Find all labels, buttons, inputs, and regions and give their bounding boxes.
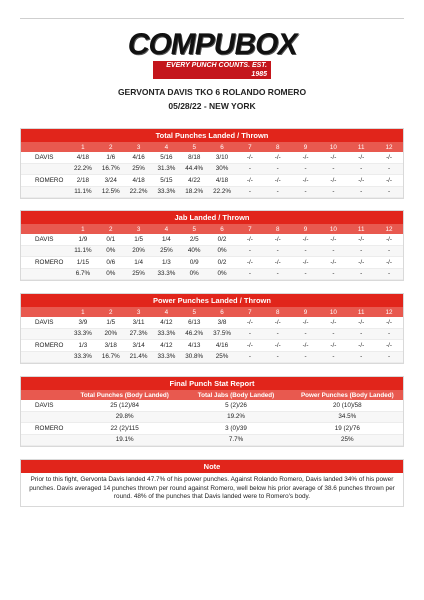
round-header: 12 bbox=[375, 307, 403, 317]
fighter-name: ROMERO bbox=[21, 257, 69, 269]
round-header: 7 bbox=[236, 307, 264, 317]
final-header-jabs: Total Jabs (Body Landed) bbox=[180, 390, 291, 400]
round-header: 11 bbox=[347, 142, 375, 152]
stat-cell: 1/5 bbox=[97, 317, 125, 328]
pct-cell: - bbox=[236, 186, 264, 198]
empty-cell bbox=[21, 434, 69, 446]
stat-cell: -/- bbox=[375, 340, 403, 352]
pct-cell: - bbox=[292, 328, 320, 340]
pct-cell: 21.4% bbox=[125, 351, 153, 363]
pct-cell: 20% bbox=[97, 328, 125, 340]
top-rule bbox=[20, 18, 404, 19]
final-header-power: Power Punches (Body Landed) bbox=[292, 390, 403, 400]
pct-cell: 33.3% bbox=[152, 351, 180, 363]
pct-cell: - bbox=[319, 268, 347, 280]
stat-cell: 1/4 bbox=[125, 257, 153, 269]
stat-cell: 1/15 bbox=[69, 257, 97, 269]
stat-cell: -/- bbox=[236, 257, 264, 269]
stat-cell: 1/4 bbox=[152, 234, 180, 245]
stat-cell: -/- bbox=[375, 257, 403, 269]
percent-row-romero bbox=[21, 186, 403, 198]
fighter-name: DAVIS bbox=[21, 234, 69, 245]
pct-cell: 27.3% bbox=[125, 328, 153, 340]
pct-cell: - bbox=[264, 245, 292, 257]
round-header: 3 bbox=[125, 307, 153, 317]
round-header: 6 bbox=[208, 142, 236, 152]
stat-cell: -/- bbox=[264, 175, 292, 187]
stat-cell: -/- bbox=[347, 340, 375, 352]
stat-cell: -/- bbox=[264, 340, 292, 352]
round-header: 1 bbox=[69, 307, 97, 317]
stat-cell: 4/16 bbox=[125, 152, 153, 163]
fighter-name: DAVIS bbox=[21, 400, 69, 411]
round-header: 6 bbox=[208, 307, 236, 317]
total-punches-section bbox=[20, 128, 404, 199]
fighter-row-davis bbox=[21, 234, 403, 245]
note-section bbox=[20, 459, 404, 507]
stat-cell: 4/18 bbox=[125, 175, 153, 187]
round-header: 8 bbox=[264, 142, 292, 152]
fighter-row-davis bbox=[21, 152, 403, 163]
pct-cell: - bbox=[347, 245, 375, 257]
round-header: 12 bbox=[375, 142, 403, 152]
power-punches-table bbox=[21, 307, 403, 363]
stat-cell: 5/15 bbox=[152, 175, 180, 187]
percent-row-davis bbox=[21, 328, 403, 340]
corner-cell bbox=[21, 307, 69, 317]
stat-cell: 22 (2)/115 bbox=[69, 423, 180, 435]
corner-cell bbox=[21, 224, 69, 234]
stat-cell: 3/14 bbox=[125, 340, 153, 352]
round-header: 4 bbox=[152, 307, 180, 317]
stat-cell: 20 (10)/58 bbox=[292, 400, 403, 411]
pct-cell: - bbox=[292, 163, 320, 175]
pct-cell: - bbox=[375, 268, 403, 280]
fighter-name: ROMERO bbox=[21, 423, 69, 435]
pct-cell: - bbox=[375, 186, 403, 198]
pct-cell: - bbox=[264, 268, 292, 280]
stat-cell: -/- bbox=[347, 175, 375, 187]
pct-cell: - bbox=[347, 186, 375, 198]
pct-cell: 25% bbox=[208, 351, 236, 363]
round-header: 10 bbox=[319, 142, 347, 152]
logo-tagline: EVERY PUNCH COUNTS. EST. 1985 bbox=[153, 61, 271, 79]
pct-cell: - bbox=[292, 186, 320, 198]
pct-cell: 19.1% bbox=[69, 434, 180, 446]
round-header: 3 bbox=[125, 142, 153, 152]
pct-cell: - bbox=[264, 328, 292, 340]
round-header: 10 bbox=[319, 307, 347, 317]
stat-cell: 0/2 bbox=[208, 257, 236, 269]
fighter-row-davis bbox=[21, 317, 403, 328]
pct-cell: 22.2% bbox=[69, 163, 97, 175]
fight-date-location: 05/28/22 - NEW YORK bbox=[168, 101, 256, 111]
pct-cell: - bbox=[319, 163, 347, 175]
pct-cell: - bbox=[292, 351, 320, 363]
stat-cell: 3/24 bbox=[97, 175, 125, 187]
stat-cell: -/- bbox=[292, 234, 320, 245]
stat-cell: -/- bbox=[319, 234, 347, 245]
empty-cell bbox=[21, 245, 69, 257]
stat-cell: 4/18 bbox=[208, 175, 236, 187]
stat-cell: 4/13 bbox=[180, 340, 208, 352]
round-header: 9 bbox=[292, 224, 320, 234]
rounds-header-row bbox=[21, 307, 403, 317]
corner-cell bbox=[21, 390, 69, 400]
stat-cell: -/- bbox=[264, 234, 292, 245]
stat-cell: -/- bbox=[264, 317, 292, 328]
pct-cell: 19.2% bbox=[180, 411, 291, 423]
section-title: Note bbox=[21, 460, 403, 473]
round-header: 7 bbox=[236, 142, 264, 152]
round-header: 11 bbox=[347, 224, 375, 234]
pct-cell: 12.5% bbox=[97, 186, 125, 198]
round-header: 4 bbox=[152, 224, 180, 234]
rounds-header-row bbox=[21, 224, 403, 234]
stat-cell: -/- bbox=[319, 317, 347, 328]
empty-cell bbox=[21, 411, 69, 423]
stat-cell: -/- bbox=[236, 340, 264, 352]
empty-cell bbox=[21, 351, 69, 363]
section-title: Power Punches Landed / Thrown bbox=[21, 294, 403, 307]
pct-cell: 16.7% bbox=[97, 163, 125, 175]
empty-cell bbox=[21, 268, 69, 280]
final-row-romero bbox=[21, 423, 403, 435]
stat-cell: 6/13 bbox=[180, 317, 208, 328]
empty-cell bbox=[21, 328, 69, 340]
fighter-name: ROMERO bbox=[21, 175, 69, 187]
stat-cell: -/- bbox=[375, 234, 403, 245]
final-row-davis bbox=[21, 400, 403, 411]
round-header: 7 bbox=[236, 224, 264, 234]
percent-row-romero bbox=[21, 351, 403, 363]
section-title: Total Punches Landed / Thrown bbox=[21, 129, 403, 142]
round-header: 1 bbox=[69, 224, 97, 234]
pct-cell: - bbox=[319, 245, 347, 257]
pct-cell: 0% bbox=[208, 245, 236, 257]
stat-cell: 0/2 bbox=[208, 234, 236, 245]
round-header: 5 bbox=[180, 224, 208, 234]
stat-cell: 25 (12)/84 bbox=[69, 400, 180, 411]
stat-cell: 3/18 bbox=[97, 340, 125, 352]
pct-cell: 20% bbox=[125, 245, 153, 257]
pct-cell: - bbox=[292, 268, 320, 280]
rounds-header-row bbox=[21, 142, 403, 152]
note-text: Prior to this fight, Gervonta Davis landed 47.7% of his power punches. Against Rolando Romero, Davis landed 34% of his power punches. Davis averaged 14 punches thrown per round against Romero, well below his prior average of 38.6 punches thrown per round. 48% of the punches that Davis landed were to Romero's body. bbox=[29, 476, 395, 501]
pct-cell: 18.2% bbox=[180, 186, 208, 198]
pct-cell: - bbox=[375, 351, 403, 363]
pct-cell: - bbox=[236, 328, 264, 340]
stat-cell: 4/16 bbox=[208, 340, 236, 352]
pct-cell: 0% bbox=[97, 245, 125, 257]
pct-cell: - bbox=[319, 328, 347, 340]
pct-cell: - bbox=[236, 163, 264, 175]
pct-cell: 33.3% bbox=[69, 351, 97, 363]
stat-cell: 4/12 bbox=[152, 340, 180, 352]
pct-cell: 25% bbox=[292, 434, 403, 446]
pct-cell: 11.1% bbox=[69, 186, 97, 198]
pct-cell: 25% bbox=[125, 163, 153, 175]
final-percent-row-romero bbox=[21, 434, 403, 446]
final-stat-table bbox=[21, 390, 403, 446]
pct-cell: 22.2% bbox=[208, 186, 236, 198]
round-header: 3 bbox=[125, 224, 153, 234]
pct-cell: 30% bbox=[208, 163, 236, 175]
total-punches-table bbox=[21, 142, 403, 198]
pct-cell: - bbox=[347, 351, 375, 363]
stat-cell: 3/9 bbox=[69, 317, 97, 328]
percent-row-davis bbox=[21, 245, 403, 257]
pct-cell: 7.7% bbox=[180, 434, 291, 446]
stat-cell: 0/9 bbox=[180, 257, 208, 269]
pct-cell: 11.1% bbox=[69, 245, 97, 257]
fighter-name: ROMERO bbox=[21, 340, 69, 352]
pct-cell: - bbox=[347, 328, 375, 340]
round-header: 11 bbox=[347, 307, 375, 317]
stat-cell: -/- bbox=[319, 175, 347, 187]
stat-cell: -/- bbox=[347, 234, 375, 245]
round-header: 1 bbox=[69, 142, 97, 152]
round-header: 6 bbox=[208, 224, 236, 234]
pct-cell: 33.3% bbox=[152, 328, 180, 340]
pct-cell: 33.3% bbox=[152, 268, 180, 280]
stat-cell: 1/9 bbox=[69, 234, 97, 245]
round-header: 10 bbox=[319, 224, 347, 234]
stat-cell: 8/18 bbox=[180, 152, 208, 163]
stat-cell: -/- bbox=[319, 257, 347, 269]
pct-cell: - bbox=[319, 351, 347, 363]
pct-cell: - bbox=[347, 163, 375, 175]
fighter-row-romero bbox=[21, 257, 403, 269]
stat-cell: 2/18 bbox=[69, 175, 97, 187]
corner-cell bbox=[21, 142, 69, 152]
stat-cell: -/- bbox=[236, 175, 264, 187]
pct-cell: - bbox=[264, 163, 292, 175]
fighter-row-romero bbox=[21, 175, 403, 187]
round-header: 2 bbox=[97, 142, 125, 152]
stat-cell: 5/16 bbox=[152, 152, 180, 163]
pct-cell: 44.4% bbox=[180, 163, 208, 175]
stat-cell: -/- bbox=[375, 317, 403, 328]
stat-cell: 19 (2)/76 bbox=[292, 423, 403, 435]
stat-cell: -/- bbox=[236, 152, 264, 163]
pct-cell: 22.2% bbox=[125, 186, 153, 198]
power-punches-section bbox=[20, 293, 404, 364]
stat-cell: -/- bbox=[292, 152, 320, 163]
pct-cell: - bbox=[375, 163, 403, 175]
pct-cell: - bbox=[236, 245, 264, 257]
pct-cell: 33.3% bbox=[69, 328, 97, 340]
pct-cell: - bbox=[236, 268, 264, 280]
stat-cell: -/- bbox=[292, 175, 320, 187]
compubox-logo bbox=[0, 30, 424, 79]
fighter-name: DAVIS bbox=[21, 317, 69, 328]
round-header: 9 bbox=[292, 307, 320, 317]
stat-cell: 4/22 bbox=[180, 175, 208, 187]
round-header: 2 bbox=[97, 224, 125, 234]
stat-cell: 1/6 bbox=[97, 152, 125, 163]
pct-cell: 29.8% bbox=[69, 411, 180, 423]
pct-cell: 33.3% bbox=[152, 186, 180, 198]
percent-row-davis bbox=[21, 163, 403, 175]
stat-cell: -/- bbox=[375, 152, 403, 163]
stat-cell: 1/5 bbox=[125, 234, 153, 245]
pct-cell: 0% bbox=[180, 268, 208, 280]
stat-cell: -/- bbox=[347, 152, 375, 163]
logo-wordmark: COMPUBOX bbox=[124, 28, 300, 61]
stat-cell: 4/18 bbox=[69, 152, 97, 163]
pct-cell: - bbox=[264, 351, 292, 363]
stat-cell: 2/5 bbox=[180, 234, 208, 245]
pct-cell: 37.5% bbox=[208, 328, 236, 340]
percent-row-romero bbox=[21, 268, 403, 280]
stat-cell: 1/3 bbox=[152, 257, 180, 269]
pct-cell: 30.8% bbox=[180, 351, 208, 363]
round-header: 9 bbox=[292, 142, 320, 152]
pct-cell: 25% bbox=[125, 268, 153, 280]
pct-cell: - bbox=[347, 268, 375, 280]
pct-cell: 34.5% bbox=[292, 411, 403, 423]
fighter-name: DAVIS bbox=[21, 152, 69, 163]
stat-cell: 3/8 bbox=[208, 317, 236, 328]
round-header: 8 bbox=[264, 224, 292, 234]
stat-cell: -/- bbox=[347, 317, 375, 328]
pct-cell: - bbox=[264, 186, 292, 198]
pct-cell: - bbox=[292, 245, 320, 257]
round-header: 2 bbox=[97, 307, 125, 317]
stat-cell: -/- bbox=[236, 234, 264, 245]
empty-cell bbox=[21, 163, 69, 175]
pct-cell: - bbox=[375, 245, 403, 257]
empty-cell bbox=[21, 186, 69, 198]
round-header: 8 bbox=[264, 307, 292, 317]
stat-cell: -/- bbox=[264, 257, 292, 269]
pct-cell: 25% bbox=[152, 245, 180, 257]
pct-cell: 0% bbox=[208, 268, 236, 280]
round-header: 5 bbox=[180, 142, 208, 152]
pct-cell: 46.2% bbox=[180, 328, 208, 340]
pct-cell: 31.3% bbox=[152, 163, 180, 175]
pct-cell: 0% bbox=[97, 268, 125, 280]
pct-cell: - bbox=[319, 186, 347, 198]
pct-cell: - bbox=[236, 351, 264, 363]
pct-cell: 16.7% bbox=[97, 351, 125, 363]
stat-cell: 3/11 bbox=[125, 317, 153, 328]
stat-cell: 1/3 bbox=[69, 340, 97, 352]
stat-cell: 0/6 bbox=[97, 257, 125, 269]
stat-cell: -/- bbox=[264, 152, 292, 163]
stat-cell: -/- bbox=[319, 340, 347, 352]
stat-cell: 0/1 bbox=[97, 234, 125, 245]
final-header-total: Total Punches (Body Landed) bbox=[69, 390, 180, 400]
stat-cell: -/- bbox=[292, 317, 320, 328]
stat-cell: 5 (2)/26 bbox=[180, 400, 291, 411]
fighter-row-romero bbox=[21, 340, 403, 352]
stat-cell: -/- bbox=[375, 175, 403, 187]
section-title: Jab Landed / Thrown bbox=[21, 211, 403, 224]
stat-cell: 3/10 bbox=[208, 152, 236, 163]
final-stat-section bbox=[20, 376, 404, 447]
pct-cell: 6.7% bbox=[69, 268, 97, 280]
pct-cell: 40% bbox=[180, 245, 208, 257]
final-percent-row-davis bbox=[21, 411, 403, 423]
stat-cell: -/- bbox=[292, 257, 320, 269]
stat-cell: 3 (0)/39 bbox=[180, 423, 291, 435]
stat-cell: -/- bbox=[347, 257, 375, 269]
stat-cell: 4/12 bbox=[152, 317, 180, 328]
round-header: 12 bbox=[375, 224, 403, 234]
round-header: 4 bbox=[152, 142, 180, 152]
stat-cell: -/- bbox=[319, 152, 347, 163]
section-title: Final Punch Stat Report bbox=[21, 377, 403, 390]
jab-section bbox=[20, 210, 404, 281]
fight-title: GERVONTA DAVIS TKO 6 ROLANDO ROMERO bbox=[117, 87, 307, 97]
stat-cell: -/- bbox=[236, 317, 264, 328]
final-header-row bbox=[21, 390, 403, 400]
round-header: 5 bbox=[180, 307, 208, 317]
pct-cell: - bbox=[375, 328, 403, 340]
stat-cell: -/- bbox=[292, 340, 320, 352]
jab-table bbox=[21, 224, 403, 280]
